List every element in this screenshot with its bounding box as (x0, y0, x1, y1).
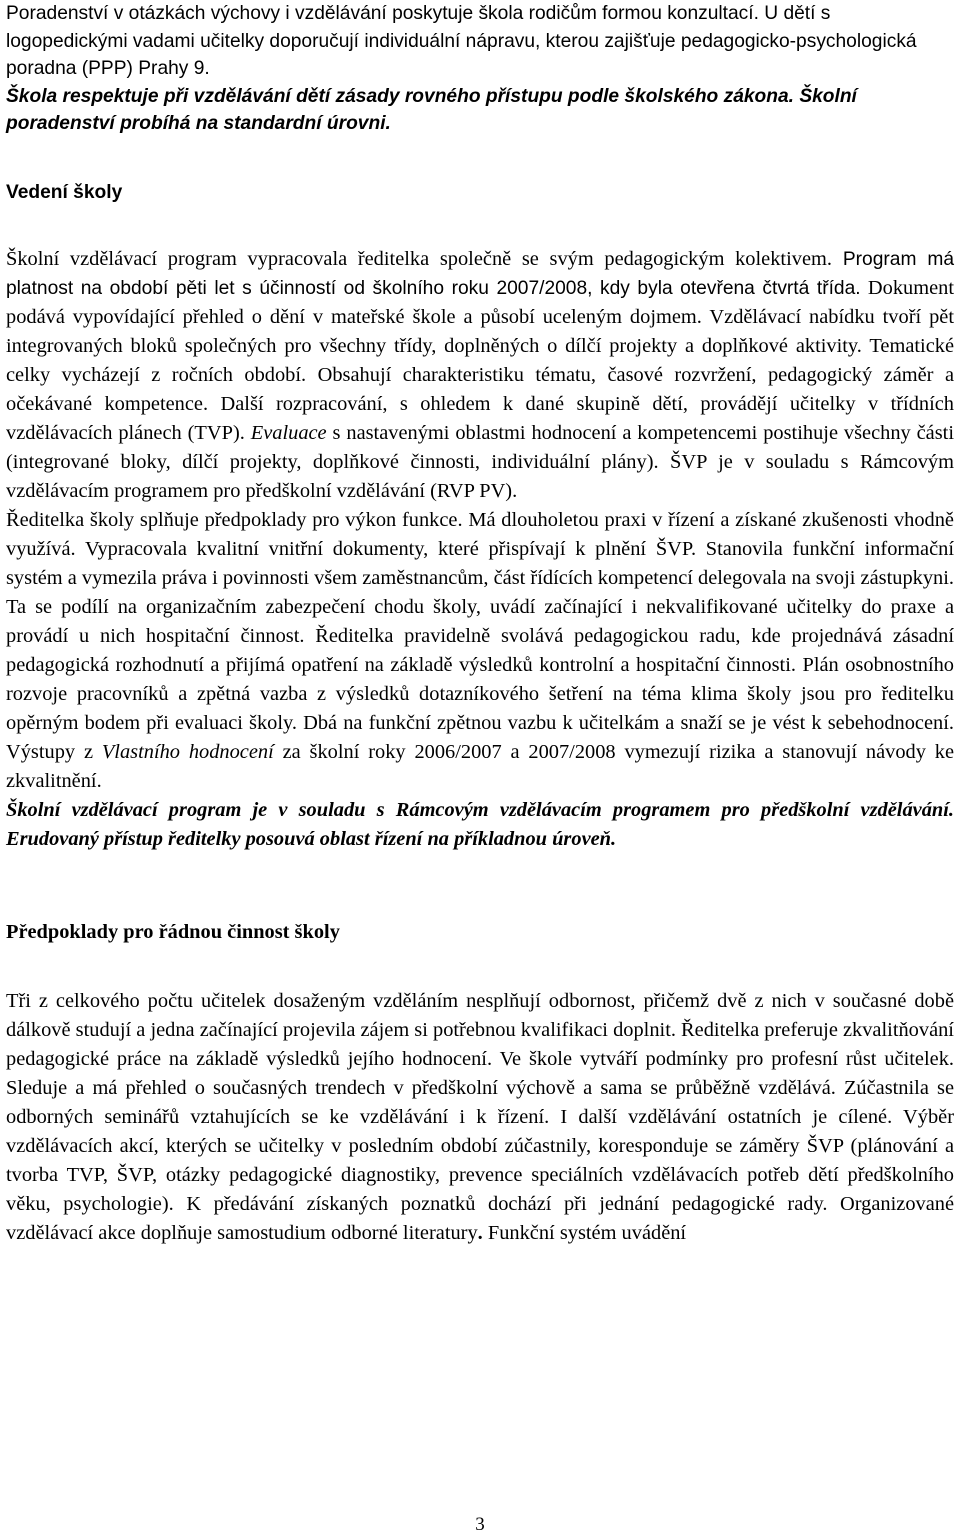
vedeni-text: Další rozpracování, s ohledem k dané skupině dětí, provádějí učitelky v třídních vzdělávacích plánech (TVP). (6, 392, 954, 444)
section-heading-predpoklady: Předpoklady pro řádnou činnost školy (6, 920, 340, 943)
predpoklady-text: Ve škole vytváří podmínky pro profesní růst učitelek. (492, 1047, 954, 1070)
vedeni-text: Plán osobnostního rozvoje pracovníků a zpětná vazba z výsledků dotazníkového šetření na téma klima školy jsou pro ředitelku opěrným bodem při evaluaci školy. (6, 653, 955, 734)
predpoklady-paragraph-1 (6, 987, 954, 1248)
predpoklady-text: Funkční systém uvádění (482, 1221, 687, 1244)
vedeni-text: Dokument podává vypovídající přehled o dění v mateřské škole a působí uceleným dojmem. (6, 276, 954, 328)
vedeni-conclusion: Školní vzdělávací program je v souladu s Rámcovým vzdělávacím programem pro předškolní vzdělávání. Erudovaný přístup ředitelky posouvá oblast řízení na příkladnou úroveň. (6, 798, 954, 850)
vedeni-text: Stanovila funkční informační systém a vymezila práva i povinnosti všem zaměstnancům, část řídících kompetencí delegovala na svoji zástupkyni. (6, 537, 954, 589)
vedeni-text: Vypracovala kvalitní vnitřní dokumenty, které přispívají k plnění ŠVP. (75, 537, 697, 560)
page-number: 3 (475, 1514, 485, 1535)
predpoklady-text: Tři z celkového počtu učitelek dosaženým vzděláním nesplňují odbornost, přičemž dvě z nich v současné době dálkově studují a jedna začínající projevila zájem si potřebnou kvalifikaci doplnit. (6, 989, 954, 1041)
vedeni-text: Vzdělávací nabídku tvoří pět integrovaných bloků společných pro všechny třídy, doplněných o dílčí projekty a doplňkové aktivity. (6, 305, 954, 357)
predpoklady-text: Zúčastnila se odborných seminářů vztahujících se ke vzdělávání i k řízení. (6, 1076, 954, 1128)
spacer (6, 854, 954, 918)
vedeni-text: Dbá na funkční zpětnou vazbu k učitelkám a snaží se je vést k sebehodnocení. (297, 711, 954, 734)
vedeni-text: Ředitelka školy splňuje předpoklady pro výkon funkce. (6, 508, 463, 531)
vedeni-paragraph-2 (6, 506, 954, 796)
intro-paragraph (6, 0, 954, 138)
predpoklady-text: Sleduje a má přehled o současných trendech v předškolní výchově a sama se průběžně vzdělává. (6, 1076, 836, 1099)
vedeni-italic-term: Vlastního hodnocení (101, 740, 274, 763)
spacer (6, 138, 954, 178)
vedeni-text: s nastavenými oblastmi hodnocení a kompetencemi postihuje všechny části (integrované bloky, dílčí projekty, doplňkové činnosti, individuální plány). (6, 421, 954, 473)
predpoklady-text: Výběr vzdělávacích akcí, kterých se učitelky v posledním období zúčastnily, koresponduje se záměry ŠVP (plánování a tvorba TVP, ŠVP, otázky pedagogické diagnostiky, prevence speciálních vzdělávacích potřeb dětí předškolního věku, psychologie). (6, 1105, 955, 1215)
intro-text: Poradenství v otázkách výchovy i vzdělávání poskytuje škola rodičům formou konzultací. U dětí s logopedickými vadami učitelky doporučují individuální nápravu, kterou zajišťuje pedagogicko-psychologická poradna (PPP) Prahy 9. (6, 3, 917, 79)
vedeni-text: Ředitelka pravidelně svolává pedagogickou radu, kde projednává zásadní pedagogická rozhodnutí a přijímá opatření na základě výsledků kontrolní a hospitační činnosti. (6, 624, 954, 676)
predpoklady-text: Organizované vzdělávací akce doplňuje samostudium odborné literatury (6, 1192, 955, 1244)
predpoklady-bold-period: . (477, 1221, 483, 1244)
vedeni-paragraph-1 (6, 245, 954, 506)
vedeni-text: za školní roky 2006/2007 a 2007/2008 vymezují rizika a stanovují návody ke zkvalitnění. (6, 740, 955, 792)
intro-emphasis: Škola respektuje při vzdělávání dětí zásady rovného přístupu podle školského zákona. Školní poradenství probíhá na standardní úrovni. (6, 85, 857, 134)
vedeni-text: Výstupy z (6, 740, 102, 763)
predpoklady-text: Ředitelka preferuje zkvalitňování pedagogické práce na základě výsledků jejího hodnocení. (6, 1018, 954, 1070)
spacer (6, 947, 954, 987)
vedeni-text: Ta se podílí na organizačním zabezpečení chodu školy, uvádí začínající i nekvalifikované učitelky do praxe a provádí u nich hospitační činnost. (6, 595, 954, 647)
vedeni-text: Tematické celky vycházejí z ročních období. (6, 334, 954, 386)
vedeni-text: Má dlouholetou praxi v řízení a získané zkušenosti vhodně využívá. (6, 508, 954, 560)
predpoklady-text: K předávání získaných poznatků dochází při jednání pedagogické rady. (173, 1192, 828, 1215)
vedeni-text: Obsahují charakteristiku tématu, časové rozvržení, pedagogický záměr a očekávané kompetence. (6, 363, 954, 415)
vedeni-text: ŠVP je v souladu s Rámcovým vzdělávacím programem pro předškolní vzdělávání (RVP PV). (6, 450, 954, 502)
vedeni-text: Školní vzdělávací program vypracovala ředitelka společně se svým pedagogickým kolektivem. (6, 247, 832, 270)
document-page (6, 0, 954, 1248)
predpoklady-text: I další vzdělávání ostatních je cílené. (549, 1105, 893, 1128)
vedeni-text: Program má platnost na období pěti let s účinností od školního roku 2007/2008, kdy byla otevřena čtvrtá třída. (6, 248, 955, 299)
vedeni-italic-term: Evaluace (244, 421, 327, 444)
spacer (6, 207, 954, 245)
section-heading-vedeni: Vedení školy (6, 181, 123, 203)
